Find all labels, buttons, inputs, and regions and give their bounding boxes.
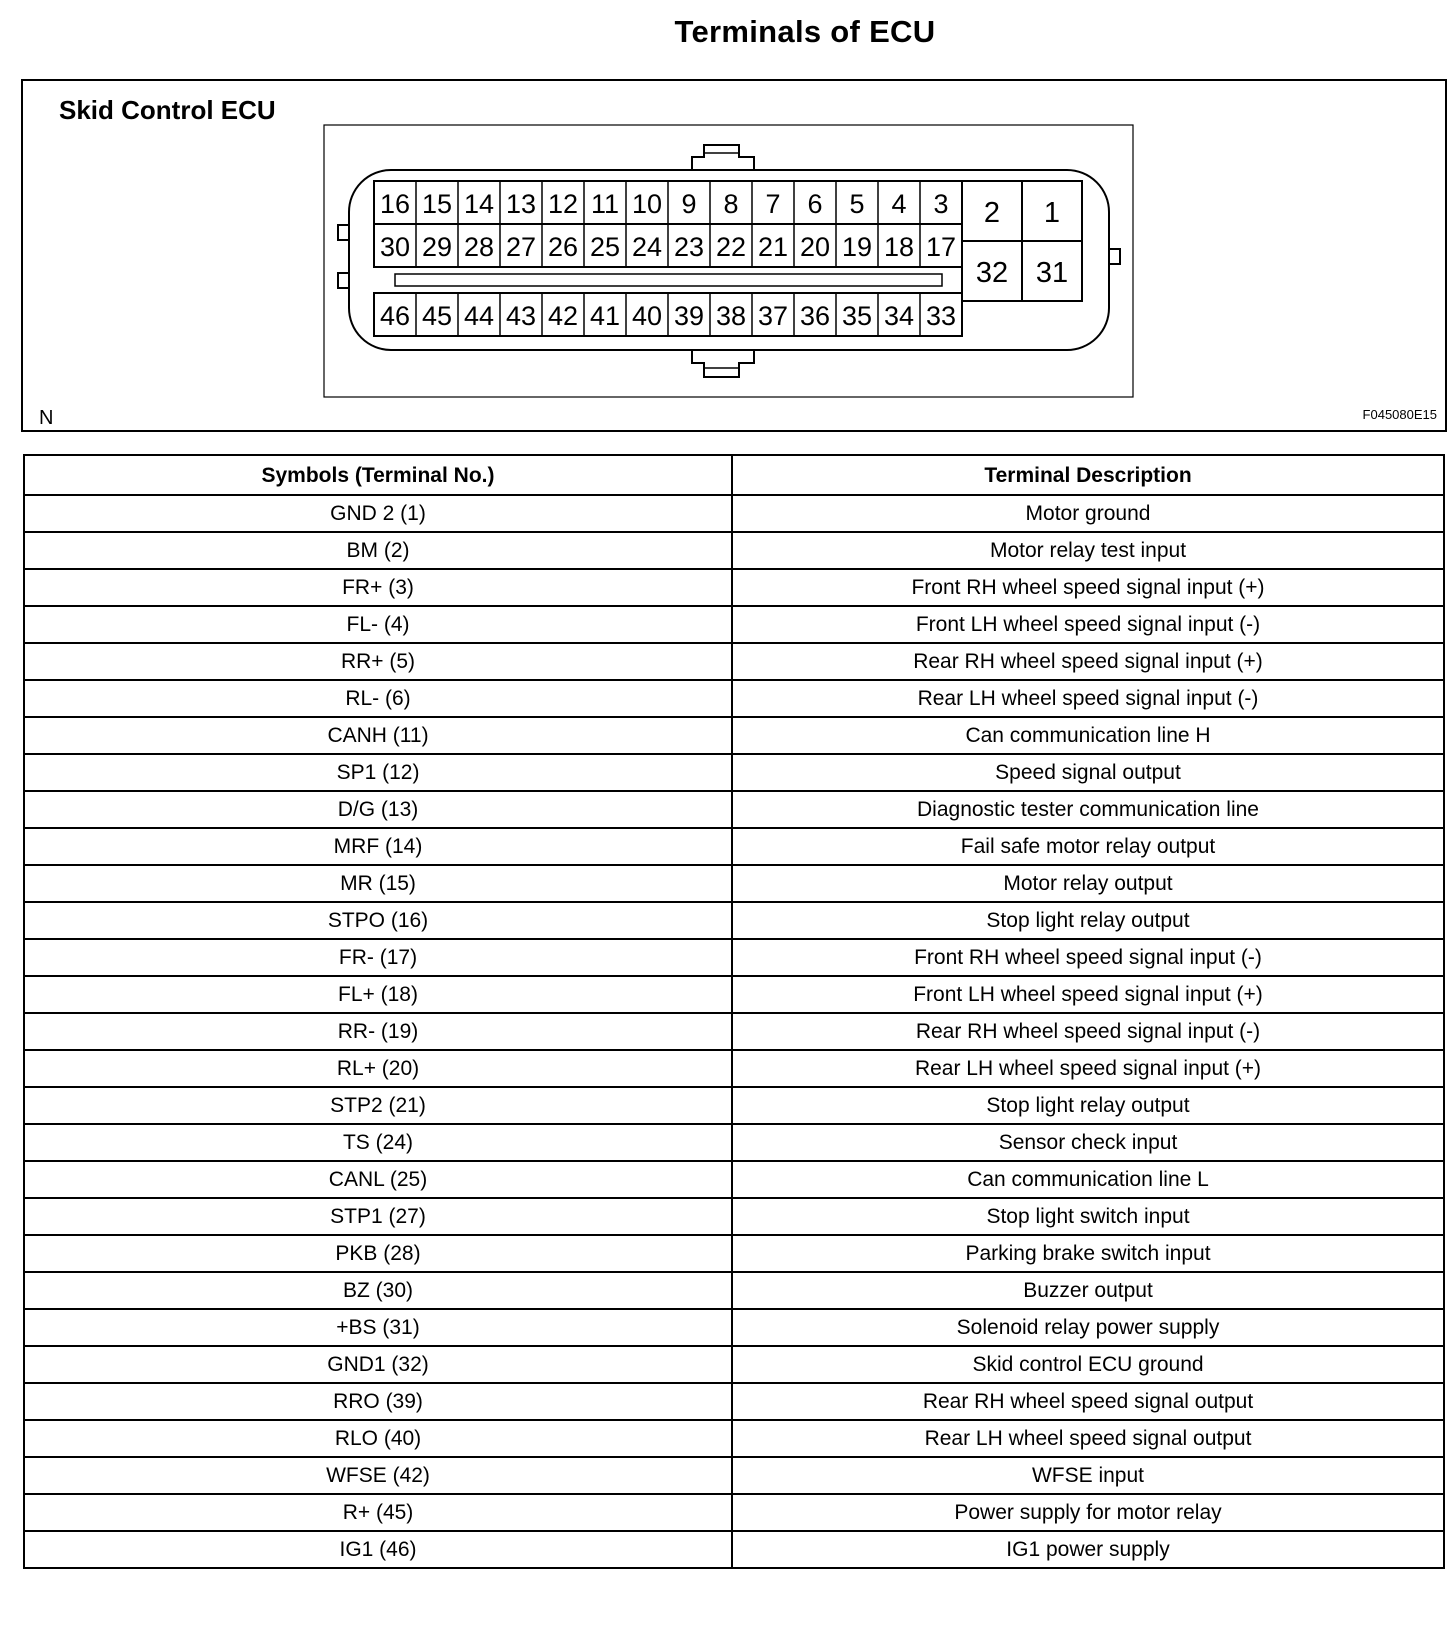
description-cell: Rear RH wheel speed signal output <box>732 1383 1444 1420</box>
symbol-cell: GND 2 (1) <box>24 495 732 532</box>
symbol-cell: FL+ (18) <box>24 976 732 1013</box>
pin-label: 39 <box>673 301 705 331</box>
pin-row-top <box>380 189 949 219</box>
symbol-cell: CANH (11) <box>24 717 732 754</box>
pin-label: 18 <box>883 232 915 262</box>
pin-label: 3 <box>933 189 949 219</box>
pin-label: 26 <box>547 232 579 262</box>
table-row <box>24 1346 1444 1383</box>
pin-label: 27 <box>505 232 537 262</box>
description-cell: Can communication line L <box>732 1161 1444 1198</box>
description-cell: Skid control ECU ground <box>732 1346 1444 1383</box>
description-cell: Front LH wheel speed signal input (+) <box>732 976 1444 1013</box>
description-cell: Rear RH wheel speed signal input (-) <box>732 1013 1444 1050</box>
symbol-cell: WFSE (42) <box>24 1457 732 1494</box>
table-row <box>24 1235 1444 1272</box>
column-header-symbols: Symbols (Terminal No.) <box>24 455 732 495</box>
pin-label: 23 <box>673 232 705 262</box>
symbol-cell: STP2 (21) <box>24 1087 732 1124</box>
table-row <box>24 976 1444 1013</box>
symbol-cell: PKB (28) <box>24 1235 732 1272</box>
pin-label: 41 <box>589 301 621 331</box>
table-row <box>24 606 1444 643</box>
description-cell: Motor relay output <box>732 865 1444 902</box>
pin-label: 15 <box>421 189 453 219</box>
description-cell: Rear LH wheel speed signal input (+) <box>732 1050 1444 1087</box>
table-row <box>24 939 1444 976</box>
symbol-cell: BM (2) <box>24 532 732 569</box>
pin-label: 45 <box>421 301 453 331</box>
pin-label: 28 <box>463 232 495 262</box>
table-row <box>24 1013 1444 1050</box>
symbol-cell: MR (15) <box>24 865 732 902</box>
terminal-table <box>23 454 1445 1569</box>
table-row <box>24 1531 1444 1568</box>
pin-label: 5 <box>849 189 865 219</box>
table-row <box>24 791 1444 828</box>
symbol-cell: BZ (30) <box>24 1272 732 1309</box>
description-cell: Rear RH wheel speed signal input (+) <box>732 643 1444 680</box>
table-header-row <box>24 455 1444 495</box>
table-row <box>24 1383 1444 1420</box>
description-cell: Rear LH wheel speed signal output <box>732 1420 1444 1457</box>
symbol-cell: FL- (4) <box>24 606 732 643</box>
table-row <box>24 680 1444 717</box>
description-cell: Sensor check input <box>732 1124 1444 1161</box>
table-row <box>24 1420 1444 1457</box>
pin-label: 38 <box>715 301 747 331</box>
description-cell: WFSE input <box>732 1457 1444 1494</box>
symbol-cell: CANL (25) <box>24 1161 732 1198</box>
description-cell: Diagnostic tester communication line <box>732 791 1444 828</box>
pin-label: 42 <box>547 301 579 331</box>
symbol-cell: RL- (6) <box>24 680 732 717</box>
table-row <box>24 1457 1444 1494</box>
column-header-description: Terminal Description <box>732 455 1444 495</box>
pin-label: 24 <box>631 232 663 262</box>
pin-label: 20 <box>799 232 831 262</box>
pin-label: 33 <box>925 301 957 331</box>
table-row <box>24 495 1444 532</box>
table-row <box>24 754 1444 791</box>
description-cell: Speed signal output <box>732 754 1444 791</box>
symbol-cell: STPO (16) <box>24 902 732 939</box>
description-cell: Front RH wheel speed signal input (+) <box>732 569 1444 606</box>
pin-label: 7 <box>765 189 781 219</box>
symbol-cell: R+ (45) <box>24 1494 732 1531</box>
table-row <box>24 828 1444 865</box>
pin-label: 44 <box>463 301 495 331</box>
pin-label: 29 <box>421 232 453 262</box>
description-cell: Solenoid relay power supply <box>732 1309 1444 1346</box>
symbol-cell: SP1 (12) <box>24 754 732 791</box>
figure-id: F045080E15 <box>1362 407 1437 422</box>
table-row <box>24 532 1444 569</box>
description-cell: Fail safe motor relay output <box>732 828 1444 865</box>
page-title: Terminals of ECU <box>674 14 936 49</box>
description-cell: Buzzer output <box>732 1272 1444 1309</box>
description-cell: Stop light relay output <box>732 1087 1444 1124</box>
table-row <box>24 902 1444 939</box>
pin-label: 16 <box>379 189 411 219</box>
pin-label: 17 <box>925 232 957 262</box>
symbol-cell: FR+ (3) <box>24 569 732 606</box>
pin-label: 6 <box>807 189 823 219</box>
pin-label: 37 <box>757 301 789 331</box>
table-row <box>24 1161 1444 1198</box>
pin-label: 13 <box>505 189 537 219</box>
pin-label: 34 <box>883 301 915 331</box>
pin-label: 19 <box>841 232 873 262</box>
table-row <box>24 1124 1444 1161</box>
table-row <box>24 1272 1444 1309</box>
pin-label: 32 <box>975 257 1009 289</box>
description-cell: IG1 power supply <box>732 1531 1444 1568</box>
table-row <box>24 1198 1444 1235</box>
figure-title: Skid Control ECU <box>59 95 276 125</box>
symbol-cell: TS (24) <box>24 1124 732 1161</box>
symbol-cell: RR+ (5) <box>24 643 732 680</box>
table-row <box>24 717 1444 754</box>
table-row <box>24 865 1444 902</box>
symbol-cell: IG1 (46) <box>24 1531 732 1568</box>
pin-label: 9 <box>681 189 697 219</box>
table-row <box>24 569 1444 606</box>
pin-label: 10 <box>631 189 663 219</box>
description-cell: Motor ground <box>732 495 1444 532</box>
pin-label: 40 <box>631 301 663 331</box>
pin-label: 31 <box>1035 257 1069 289</box>
symbol-cell: RR- (19) <box>24 1013 732 1050</box>
pin-label: 36 <box>799 301 831 331</box>
pin-label: 2 <box>983 197 1001 229</box>
description-cell: Parking brake switch input <box>732 1235 1444 1272</box>
symbol-cell: RRO (39) <box>24 1383 732 1420</box>
symbol-cell: RL+ (20) <box>24 1050 732 1087</box>
pin-label: 35 <box>841 301 873 331</box>
description-cell: Stop light switch input <box>732 1198 1444 1235</box>
corner-mark: N <box>39 407 54 429</box>
pin-label: 22 <box>715 232 747 262</box>
description-cell: Stop light relay output <box>732 902 1444 939</box>
pin-label: 43 <box>505 301 537 331</box>
table-row <box>24 1309 1444 1346</box>
description-cell: Front RH wheel speed signal input (-) <box>732 939 1444 976</box>
symbol-cell: +BS (31) <box>24 1309 732 1346</box>
symbol-cell: FR- (17) <box>24 939 732 976</box>
pin-label: 14 <box>463 189 495 219</box>
symbol-cell: D/G (13) <box>24 791 732 828</box>
pin-label: 12 <box>547 189 579 219</box>
description-cell: Rear LH wheel speed signal input (-) <box>732 680 1444 717</box>
pin-label: 8 <box>723 189 739 219</box>
symbol-cell: GND1 (32) <box>24 1346 732 1383</box>
description-cell: Front LH wheel speed signal input (-) <box>732 606 1444 643</box>
description-cell: Can communication line H <box>732 717 1444 754</box>
table-row <box>24 1050 1444 1087</box>
connector-figure <box>21 79 1447 432</box>
pin-label: 11 <box>590 189 620 219</box>
connector-diagram <box>23 81 1445 430</box>
description-cell: Motor relay test input <box>732 532 1444 569</box>
symbol-cell: RLO (40) <box>24 1420 732 1457</box>
pin-label: 21 <box>757 232 789 262</box>
pin-label: 1 <box>1043 197 1061 229</box>
pin-label: 4 <box>891 189 907 219</box>
symbol-cell: MRF (14) <box>24 828 732 865</box>
pin-label: 30 <box>379 232 411 262</box>
table-row <box>24 1087 1444 1124</box>
table-row <box>24 643 1444 680</box>
pin-label: 25 <box>589 232 621 262</box>
table-row <box>24 1494 1444 1531</box>
pin-label: 46 <box>379 301 411 331</box>
symbol-cell: STP1 (27) <box>24 1198 732 1235</box>
description-cell: Power supply for motor relay <box>732 1494 1444 1531</box>
